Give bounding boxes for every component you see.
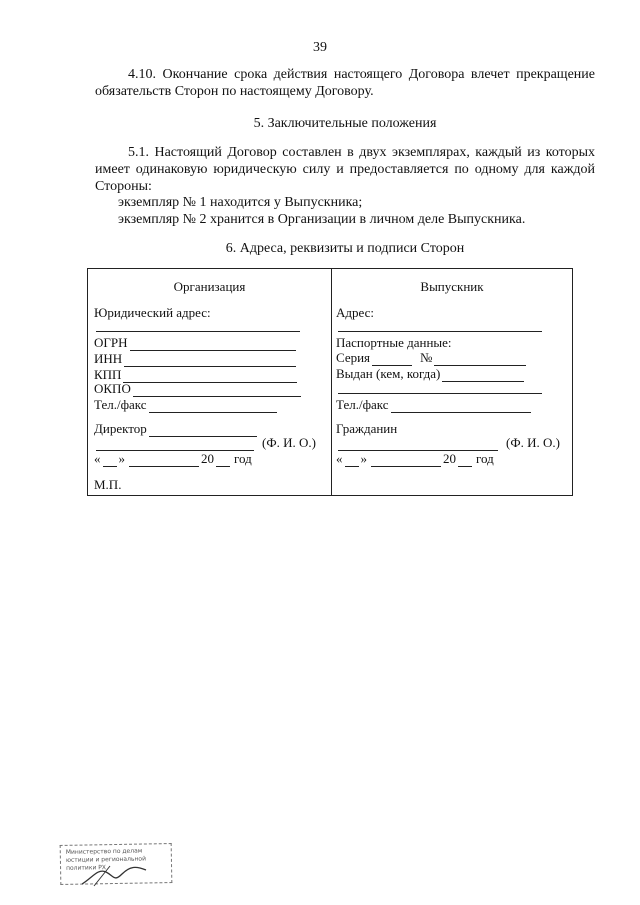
grad-passport-label: Паспортные данные:: [336, 335, 452, 350]
grad-address-label: Адрес:: [336, 305, 374, 320]
grad-series-row: [336, 350, 528, 366]
grad-number-field[interactable]: [434, 353, 526, 366]
org-ogrn-label: ОГРН: [94, 335, 128, 350]
grad-date-close: »: [360, 451, 367, 466]
section-5-title: 5. Заключительные положения: [253, 116, 437, 131]
org-year-field[interactable]: [216, 454, 230, 467]
grad-date-open: «: [336, 451, 343, 466]
org-ogrn-row: [94, 335, 298, 351]
grad-address-field[interactable]: [338, 319, 542, 332]
grad-issued-cont-row: [336, 381, 544, 394]
grad-phone-label: Тел./факс: [336, 397, 389, 412]
page-number: 39: [313, 40, 327, 55]
org-okpo-row: [94, 381, 303, 397]
org-inn-label: ИНН: [94, 351, 123, 366]
grad-phone-field[interactable]: [391, 400, 531, 413]
grad-issued-cont-field[interactable]: [338, 381, 542, 394]
org-director-label: Директор: [94, 421, 147, 436]
org-fio-field[interactable]: [96, 438, 254, 451]
section-6-title: 6. Адреса, реквизиты и подписи Сторон: [225, 241, 465, 256]
org-date-row: [94, 451, 252, 467]
org-mp: [94, 477, 121, 493]
grad-year-field[interactable]: [458, 454, 472, 467]
clause-4-10-line2: обязательств Сторон по настоящему Договору.: [95, 84, 374, 99]
clause-5-1-text: 5.1. Настоящий Договор составлен в двух экземплярах, каждый из которых имеет одинаковую юридическую силу и предоставляется по одному для каждой Стороны:: [95, 145, 595, 194]
stamp-line-3: политики РХ: [66, 864, 107, 872]
org-column: [88, 269, 331, 495]
stamp-line-2: юстиции и региональной: [65, 855, 147, 864]
org-phone-row: [94, 397, 279, 413]
grad-address-field-row: [336, 319, 544, 332]
org-inn-field[interactable]: [124, 354, 296, 367]
org-legal-address-label: Юридический адрес:: [94, 305, 211, 320]
grad-issued-label: Выдан (кем, когда): [336, 366, 441, 381]
org-phone-field[interactable]: [149, 400, 277, 413]
org-header: Организация: [173, 279, 246, 294]
org-legal-address-blank[interactable]: [96, 319, 300, 332]
copy-1-line: экземпляр № 1 находится у Выпускника;: [118, 195, 363, 210]
org-ogrn-field[interactable]: [130, 338, 296, 351]
grad-fio-field[interactable]: [338, 438, 498, 451]
org-phone-label: Тел./факс: [94, 397, 147, 412]
grad-phone-row: [336, 397, 533, 413]
grad-day-field[interactable]: [345, 454, 359, 467]
org-date-close: »: [118, 451, 125, 466]
org-year-prefix: 20: [201, 451, 214, 466]
org-okpo-label: ОКПО: [94, 381, 131, 396]
org-month-field[interactable]: [129, 454, 199, 467]
grad-issued-row: [336, 366, 526, 382]
grad-fio-label: (Ф. И. О.): [506, 435, 560, 450]
grad-passport-row: [336, 335, 452, 351]
clause-4-10: [95, 66, 595, 100]
org-fio-label: (Ф. И. О.): [262, 435, 316, 450]
grad-series-field[interactable]: [372, 353, 412, 366]
org-okpo-field[interactable]: [133, 384, 301, 397]
grad-month-field[interactable]: [371, 454, 441, 467]
org-inn-row: [94, 351, 298, 367]
stamp-line-1: Министерство по делам: [65, 847, 143, 856]
grad-year-suffix: год: [476, 451, 494, 466]
signature-icon: [80, 858, 150, 888]
org-fio-row: [94, 435, 316, 451]
org-date-open: «: [94, 451, 101, 466]
org-legal-address-field[interactable]: [94, 319, 302, 332]
org-year-suffix: год: [234, 451, 252, 466]
grad-header: Выпускник: [420, 279, 484, 294]
grad-year-prefix: 20: [443, 451, 456, 466]
grad-fio-row: [336, 435, 560, 451]
org-kpp-label: КПП: [94, 367, 122, 382]
grad-series-label: Серия: [336, 350, 371, 365]
clause-4-10-line1: 4.10. Окончание срока действия настоящего Договора влечет прекращение: [128, 67, 595, 82]
grad-date-row: [336, 451, 494, 467]
grad-number-label: №: [420, 350, 433, 365]
org-mp-label: М.П.: [94, 477, 122, 492]
grad-column: [332, 269, 572, 495]
parties-table: [87, 268, 573, 496]
org-day-field[interactable]: [103, 454, 117, 467]
copy-2-line: экземпляр № 2 хранится в Организации в личном деле Выпускника.: [118, 212, 526, 227]
grad-citizen-label: Гражданин: [336, 421, 398, 436]
